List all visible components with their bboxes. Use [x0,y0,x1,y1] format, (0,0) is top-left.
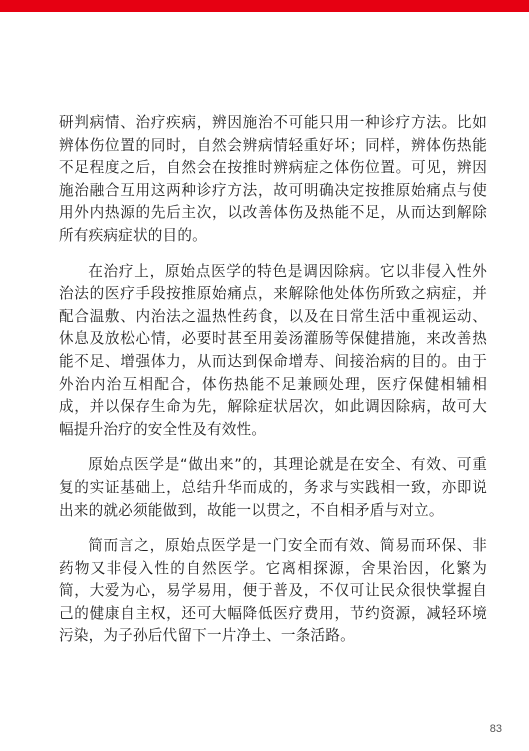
top-accent-bar [0,0,529,12]
paragraph-3: 原始点医学是“做出来”的，其理论就是在安全、有效、可重复的实证基础上，总结升华而成的，务求与实践相一致，亦即说出来的就必须能做到，故能一以贯之，不自相矛盾与对立。 [59,456,487,519]
paragraph-2: 在治疗上，原始点医学的特色是调因除病。它以非侵入性外治法的医疗手段按推原始痛点，来解除他处体伤所致之病症，并配合温敷、内治法之温热性药食，以及在日常生活中重视运动、休息及放松心情，必要时甚至用姜汤灌肠等保健措施，来改善热能不足、增强体力，从而达到保命增寿、间接治病的目的。由于外治内治互相配合，体伤热能不足兼顾处理，医疗保健相辅相成，并以保存生命为先，解除症状居次，如此调因除病，故可大幅提升治疗的安全性及有效性。 [59,262,487,438]
paragraph-4: 简而言之，原始点医学是一门安全而有效、简易而环保、非药物又非侵入性的自然医学。它离相探源，舍果治因，化繁为简，大爱为心，易学易用，便于普及，不仅可让民众很快掌握自己的健康自主权，还可大幅降低医疗费用，节约资源，减轻环境污染，为子孙后代留下一片净土、一条活路。 [59,537,487,645]
page-number: 83 [489,723,502,735]
paragraph-1: 研判病情、治疗疾病，辨因施治不可能只用一种诊疗方法。比如辨体伤位置的同时，自然会辨病情轻重好坏；同样，辨体伤热能不足程度之后，自然会在按推时辨病症之体伤位置。可见，辨因施治融合互用这两种诊疗方法，故可明确决定按推原始痛点与使用外内热源的先后主次，以改善体伤及热能不足，从而达到解除所有疾病症状的目的。 [59,114,487,244]
page-body [59,112,487,648]
